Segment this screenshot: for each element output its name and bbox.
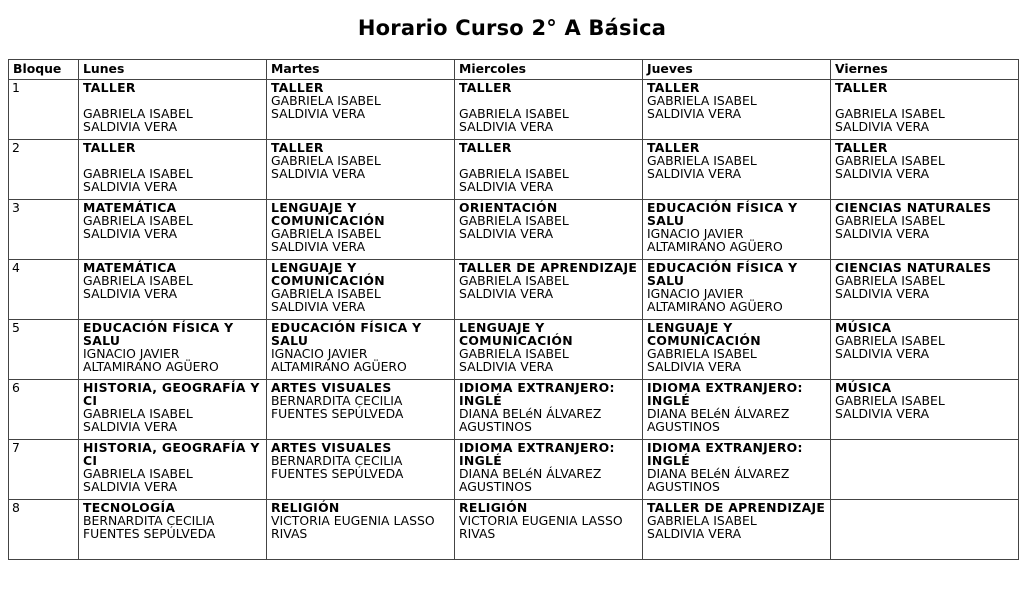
header-jueves: Jueves bbox=[643, 60, 831, 80]
teacher-name: SALDIVIA VERA bbox=[459, 286, 554, 301]
cell-viernes bbox=[831, 200, 1019, 260]
teacher-name: GABRIELA ISABEL bbox=[835, 213, 945, 228]
cell-martes bbox=[267, 380, 455, 440]
teacher-name: GABRIELA ISABEL bbox=[835, 153, 945, 168]
subject-name: TALLER bbox=[459, 80, 512, 95]
subject-name: EDUCACIÓN FÍSICA Y SALU bbox=[83, 320, 234, 348]
cell-viernes bbox=[831, 500, 1019, 560]
teacher-name: IGNACIO JAVIER bbox=[271, 346, 368, 361]
subject-name: IDIOMA EXTRANJERO: INGLÉ bbox=[647, 440, 803, 468]
teacher-name: GABRIELA ISABEL bbox=[459, 106, 569, 121]
teacher-name: GABRIELA ISABEL bbox=[83, 166, 193, 181]
teacher-name: BERNARDITA CECILIA bbox=[83, 513, 215, 528]
cell-jueves bbox=[643, 260, 831, 320]
teacher-name: AGUSTINOS bbox=[647, 419, 720, 434]
subject-name: LENGUAJE Y COMUNICACIÓN bbox=[271, 260, 385, 288]
teacher-name: SALDIVIA VERA bbox=[271, 106, 366, 121]
cell-martes bbox=[267, 500, 455, 560]
teacher-name: GABRIELA ISABEL bbox=[83, 213, 193, 228]
teacher-name: DIANA BELéN ÁLVAREZ bbox=[459, 466, 602, 481]
subject-name: RELIGIÓN bbox=[459, 500, 528, 515]
cell-viernes bbox=[831, 80, 1019, 140]
subject-name: ORIENTACIÓN bbox=[459, 200, 558, 215]
cell-lunes bbox=[79, 80, 267, 140]
teacher-name: RIVAS bbox=[271, 526, 308, 541]
teacher-name: GABRIELA ISABEL bbox=[459, 346, 569, 361]
teacher-name: GABRIELA ISABEL bbox=[271, 226, 381, 241]
teacher-name: SALDIVIA VERA bbox=[835, 346, 930, 361]
subject-name: IDIOMA EXTRANJERO: INGLÉ bbox=[459, 440, 615, 468]
teacher-name: SALDIVIA VERA bbox=[647, 526, 742, 541]
cell-viernes bbox=[831, 140, 1019, 200]
subject-name: TALLER bbox=[835, 80, 888, 95]
bloque-number: 2 bbox=[9, 140, 79, 200]
cell-miercoles bbox=[455, 320, 643, 380]
teacher-name: SALDIVIA VERA bbox=[835, 286, 930, 301]
teacher-name: SALDIVIA VERA bbox=[835, 406, 930, 421]
header-miercoles: Miercoles bbox=[455, 60, 643, 80]
cell-martes bbox=[267, 440, 455, 500]
teacher-name: GABRIELA ISABEL bbox=[647, 153, 757, 168]
subject-name: MÚSICA bbox=[835, 320, 892, 335]
table-row bbox=[9, 440, 1019, 500]
bloque-number: 7 bbox=[9, 440, 79, 500]
teacher-name: SALDIVIA VERA bbox=[459, 179, 554, 194]
teacher-name: GABRIELA ISABEL bbox=[83, 273, 193, 288]
subject-name: TALLER bbox=[83, 80, 136, 95]
cell-martes bbox=[267, 320, 455, 380]
teacher-name: SALDIVIA VERA bbox=[647, 106, 742, 121]
bloque-number: 6 bbox=[9, 380, 79, 440]
teacher-name: ALTAMIRANO AGÜERO bbox=[647, 239, 783, 254]
table-row bbox=[9, 500, 1019, 560]
teacher-name: GABRIELA ISABEL bbox=[647, 346, 757, 361]
cell-lunes bbox=[79, 440, 267, 500]
subject-name: TALLER bbox=[271, 140, 324, 155]
subject-name: TALLER bbox=[459, 140, 512, 155]
cell-miercoles bbox=[455, 80, 643, 140]
bloque-number: 3 bbox=[9, 200, 79, 260]
table-row bbox=[9, 260, 1019, 320]
cell-lunes bbox=[79, 200, 267, 260]
cell-miercoles bbox=[455, 260, 643, 320]
teacher-name: ALTAMIRANO AGÜERO bbox=[647, 299, 783, 314]
bloque-number: 1 bbox=[9, 80, 79, 140]
teacher-name: SALDIVIA VERA bbox=[271, 299, 366, 314]
teacher-name: GABRIELA ISABEL bbox=[647, 93, 757, 108]
teacher-name: DIANA BELéN ÁLVAREZ bbox=[647, 406, 790, 421]
header-bloque: Bloque bbox=[9, 60, 79, 80]
subject-name: ARTES VISUALES bbox=[271, 440, 392, 455]
teacher-name: FUENTES SEPÚLVEDA bbox=[83, 526, 216, 541]
subject-name: LENGUAJE Y COMUNICACIÓN bbox=[271, 200, 385, 228]
teacher-name: SALDIVIA VERA bbox=[647, 359, 742, 374]
cell-jueves bbox=[643, 320, 831, 380]
cell-viernes bbox=[831, 440, 1019, 500]
teacher-name: SALDIVIA VERA bbox=[83, 119, 178, 134]
subject-name: CIENCIAS NATURALES bbox=[835, 200, 992, 215]
header-viernes: Viernes bbox=[831, 60, 1019, 80]
teacher-name: GABRIELA ISABEL bbox=[835, 333, 945, 348]
teacher-name: SALDIVIA VERA bbox=[459, 359, 554, 374]
subject-name: EDUCACIÓN FÍSICA Y SALU bbox=[647, 260, 798, 288]
teacher-name: SALDIVIA VERA bbox=[647, 166, 742, 181]
teacher-name: VICTORIA EUGENIA LASSO bbox=[271, 513, 435, 528]
teacher-name: GABRIELA ISABEL bbox=[459, 166, 569, 181]
teacher-name: FUENTES SEPÚLVEDA bbox=[271, 406, 404, 421]
subject-name: LENGUAJE Y COMUNICACIÓN bbox=[647, 320, 761, 348]
cell-miercoles bbox=[455, 140, 643, 200]
teacher-name: DIANA BELéN ÁLVAREZ bbox=[459, 406, 602, 421]
teacher-name: GABRIELA ISABEL bbox=[83, 466, 193, 481]
table-row bbox=[9, 140, 1019, 200]
subject-name: MÚSICA bbox=[835, 380, 892, 395]
table-row bbox=[9, 80, 1019, 140]
schedule-table bbox=[8, 59, 1019, 560]
schedule-body bbox=[9, 80, 1019, 560]
teacher-name: SALDIVIA VERA bbox=[835, 119, 930, 134]
subject-name: TECNOLOGÍA bbox=[83, 500, 176, 515]
header-lunes: Lunes bbox=[79, 60, 267, 80]
teacher-name: ALTAMIRANO AGÜERO bbox=[83, 359, 219, 374]
cell-martes bbox=[267, 200, 455, 260]
subject-name: TALLER bbox=[647, 80, 700, 95]
subject-name: MATEMÁTICA bbox=[83, 260, 177, 275]
subject-name: LENGUAJE Y COMUNICACIÓN bbox=[459, 320, 573, 348]
teacher-name: RIVAS bbox=[459, 526, 496, 541]
teacher-name: BERNARDITA CECILIA bbox=[271, 453, 403, 468]
teacher-name: SALDIVIA VERA bbox=[83, 479, 178, 494]
subject-name: TALLER bbox=[835, 140, 888, 155]
subject-name: TALLER bbox=[271, 80, 324, 95]
bloque-number: 5 bbox=[9, 320, 79, 380]
teacher-name: SALDIVIA VERA bbox=[83, 419, 178, 434]
teacher-name: GABRIELA ISABEL bbox=[835, 393, 945, 408]
page-title: Horario Curso 2° A Básica bbox=[357, 16, 667, 40]
teacher-name: IGNACIO JAVIER bbox=[647, 226, 744, 241]
cell-lunes bbox=[79, 260, 267, 320]
subject-name: IDIOMA EXTRANJERO: INGLÉ bbox=[459, 380, 615, 408]
subject-name: HISTORIA, GEOGRAFÍA Y CI bbox=[83, 380, 260, 408]
teacher-name: SALDIVIA VERA bbox=[459, 119, 554, 134]
cell-martes bbox=[267, 140, 455, 200]
table-row bbox=[9, 200, 1019, 260]
subject-name: IDIOMA EXTRANJERO: INGLÉ bbox=[647, 380, 803, 408]
cell-miercoles bbox=[455, 500, 643, 560]
header-row bbox=[9, 60, 1019, 80]
teacher-name: SALDIVIA VERA bbox=[271, 166, 366, 181]
teacher-name: SALDIVIA VERA bbox=[83, 226, 178, 241]
teacher-name: AGUSTINOS bbox=[459, 479, 532, 494]
cell-miercoles bbox=[455, 440, 643, 500]
cell-martes bbox=[267, 260, 455, 320]
bloque-number: 4 bbox=[9, 260, 79, 320]
cell-viernes bbox=[831, 260, 1019, 320]
cell-jueves bbox=[643, 140, 831, 200]
cell-jueves bbox=[643, 200, 831, 260]
subject-name: EDUCACIÓN FÍSICA Y SALU bbox=[271, 320, 422, 348]
subject-name: MATEMÁTICA bbox=[83, 200, 177, 215]
table-row bbox=[9, 320, 1019, 380]
teacher-name: SALDIVIA VERA bbox=[835, 226, 930, 241]
teacher-name: GABRIELA ISABEL bbox=[835, 106, 945, 121]
subject-name: RELIGIÓN bbox=[271, 500, 340, 515]
teacher-name: AGUSTINOS bbox=[459, 419, 532, 434]
cell-lunes bbox=[79, 380, 267, 440]
cell-viernes bbox=[831, 380, 1019, 440]
teacher-name: GABRIELA ISABEL bbox=[647, 513, 757, 528]
table-row bbox=[9, 380, 1019, 440]
cell-miercoles bbox=[455, 380, 643, 440]
subject-name: TALLER bbox=[83, 140, 136, 155]
teacher-name: GABRIELA ISABEL bbox=[83, 106, 193, 121]
cell-lunes bbox=[79, 320, 267, 380]
teacher-name: SALDIVIA VERA bbox=[83, 286, 178, 301]
teacher-name: DIANA BELéN ÁLVAREZ bbox=[647, 466, 790, 481]
subject-name: CIENCIAS NATURALES bbox=[835, 260, 992, 275]
cell-lunes bbox=[79, 140, 267, 200]
teacher-name: VICTORIA EUGENIA LASSO bbox=[459, 513, 623, 528]
teacher-name: AGUSTINOS bbox=[647, 479, 720, 494]
teacher-name: IGNACIO JAVIER bbox=[647, 286, 744, 301]
subject-name: TALLER DE APRENDIZAJE bbox=[647, 500, 826, 515]
teacher-name: SALDIVIA VERA bbox=[83, 179, 178, 194]
teacher-name: GABRIELA ISABEL bbox=[83, 406, 193, 421]
cell-jueves bbox=[643, 80, 831, 140]
teacher-name: GABRIELA ISABEL bbox=[459, 213, 569, 228]
teacher-name: GABRIELA ISABEL bbox=[459, 273, 569, 288]
teacher-name: GABRIELA ISABEL bbox=[271, 153, 381, 168]
cell-jueves bbox=[643, 500, 831, 560]
teacher-name: GABRIELA ISABEL bbox=[835, 273, 945, 288]
cell-miercoles bbox=[455, 200, 643, 260]
bloque-number: 8 bbox=[9, 500, 79, 560]
subject-name: TALLER DE APRENDIZAJE bbox=[459, 260, 638, 275]
subject-name: EDUCACIÓN FÍSICA Y SALU bbox=[647, 200, 798, 228]
cell-jueves bbox=[643, 380, 831, 440]
header-martes: Martes bbox=[267, 60, 455, 80]
cell-viernes bbox=[831, 320, 1019, 380]
cell-martes bbox=[267, 80, 455, 140]
teacher-name: GABRIELA ISABEL bbox=[271, 286, 381, 301]
subject-name: ARTES VISUALES bbox=[271, 380, 392, 395]
teacher-name: FUENTES SEPÚLVEDA bbox=[271, 466, 404, 481]
teacher-name: IGNACIO JAVIER bbox=[83, 346, 180, 361]
subject-name: HISTORIA, GEOGRAFÍA Y CI bbox=[83, 440, 260, 468]
teacher-name: SALDIVIA VERA bbox=[835, 166, 930, 181]
teacher-name: SALDIVIA VERA bbox=[271, 239, 366, 254]
teacher-name: BERNARDITA CECILIA bbox=[271, 393, 403, 408]
teacher-name: SALDIVIA VERA bbox=[459, 226, 554, 241]
teacher-name: ALTAMIRANO AGÜERO bbox=[271, 359, 407, 374]
subject-name: TALLER bbox=[647, 140, 700, 155]
cell-jueves bbox=[643, 440, 831, 500]
cell-lunes bbox=[79, 500, 267, 560]
teacher-name: GABRIELA ISABEL bbox=[271, 93, 381, 108]
